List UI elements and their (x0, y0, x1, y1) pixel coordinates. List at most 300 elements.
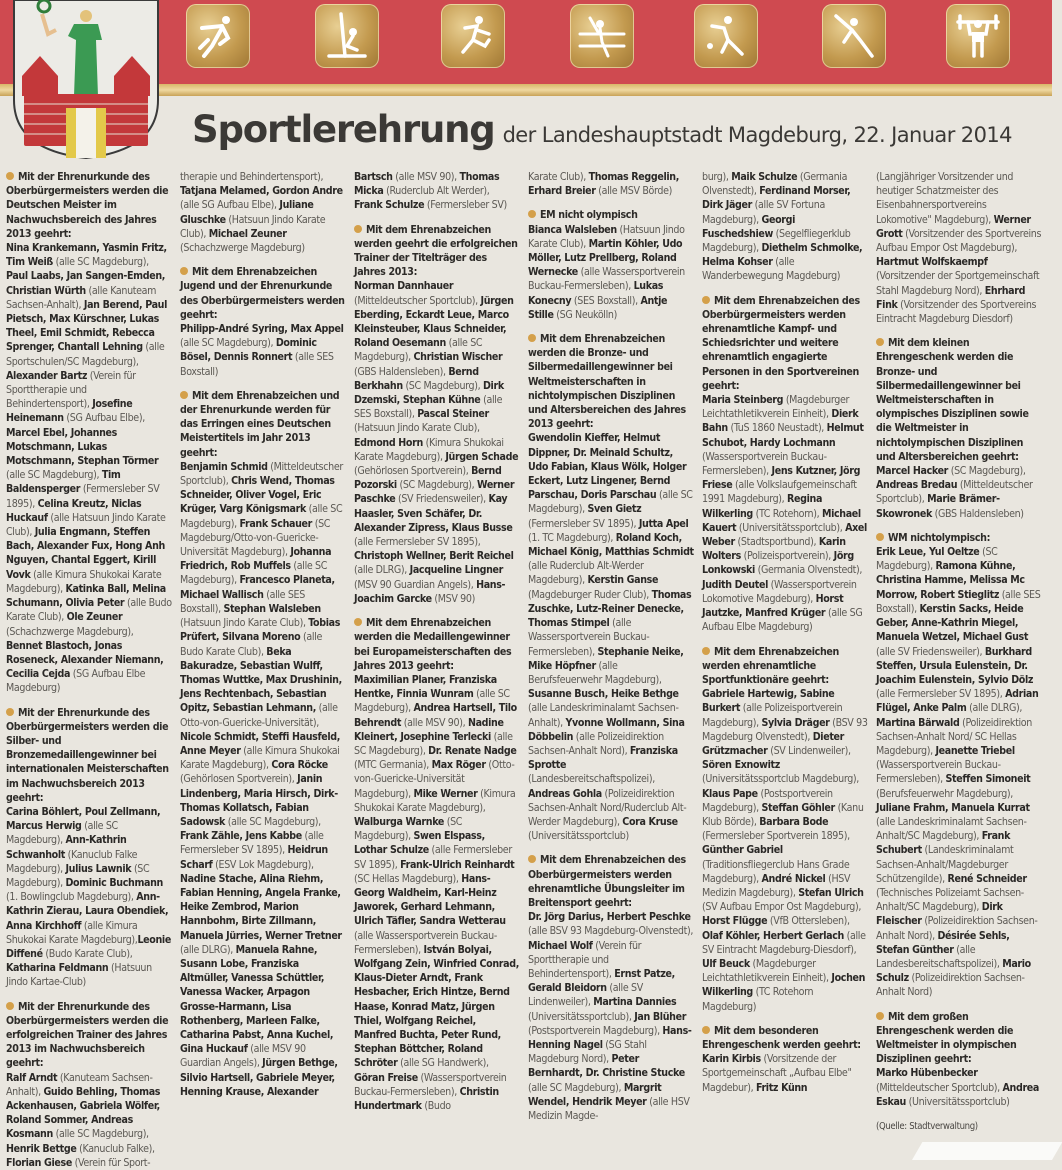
honoree-names: Nadine Stache, Alina Riehm, Fabian Henning, Angela Franke, Heike Zembrod, Marion Hannbohm, Birte Zillmann, Manuela Jürries, Werner Tretner (180, 872, 342, 942)
honoree-names: Ann-Kathrin Zierau, Laura Obendiek, Anna Kirchhoff (6, 891, 169, 932)
honoree-names: Thomas Reggelin, Erhard Breier (528, 171, 680, 198)
club-affiliation: (alle Otto-von-Guericke-Universität), (180, 702, 338, 729)
honoree-names: Werner Grott (876, 213, 1031, 240)
club-affiliation: (SV Aufbau Empor Ost Magdeburg), (702, 901, 861, 914)
club-affiliation: (Vorsitzender des Sportvereins Aufbau Empor Ost Magdeburg), (876, 227, 1042, 255)
honoree-names: Erik Leue, Yul Oeltze (876, 546, 980, 559)
honoree-names: Carina Böhlert, Poul Zellmann, Marcus Herwig (6, 805, 161, 833)
club-affiliation: (Budo Karate Club), (42, 947, 133, 960)
honoree-names: Horst Jautzke, Manfred Krüger (702, 592, 844, 620)
club-affiliation: (alle SC Magdeburg), (528, 489, 693, 516)
club-affiliation: (SV Friedensweiler), (395, 493, 489, 506)
section-heading: Mit dem Ehrenabzeichen werden die Bronze- und Silbermedaillengewinner bei Weltmeisterschaften in nichtolympischen Disziplinen und Altersbereichen des Jahres 2013 geehrt: (528, 333, 686, 431)
club-affiliation: (alle SG Handwerk), (397, 1057, 489, 1070)
honoree-names: Dominic Buchmann (65, 876, 163, 889)
club-affiliation: (alle Fermersleber SV 1895), (354, 844, 512, 871)
honoree-names: Tobias Prüfert, Silvana Moreno (180, 617, 341, 644)
club-affiliation: (Gehörlosen Sportverein), (354, 465, 472, 478)
club-affiliation: (Hatsuun Jindo Karate Club), (180, 213, 326, 240)
honoree-names: René Schneider (947, 872, 1027, 885)
club-affiliation: (Gehörlosen Sportverein), (180, 773, 298, 786)
honoree-names: Werner Paschke (354, 479, 515, 506)
honoree-names: Alexander Bartz (6, 369, 88, 382)
honoree-names: Yvonne Wollmann, Sina Döbbelin (528, 716, 685, 743)
honoree-names: Mario Schulz (876, 957, 1031, 985)
honoree-names: Jan Blüher (634, 1010, 687, 1023)
club-affiliation: (Hatsuun Jindo Karate Club), (180, 617, 309, 630)
honoree-names: Janin Lindenberg, Maria Hirsch, Dirk-Thomas Kollatsch, Fabian Sadowsk (180, 773, 338, 828)
honoree-names: Florian Giese (6, 1156, 72, 1169)
club-affiliation: (SG Neukölln) (553, 308, 617, 321)
club-affiliation: (alle Fermersleber SV 1895), (180, 830, 324, 857)
honoree-names: Thomas Micka (354, 171, 500, 198)
honoree-names: Judith Deutel (702, 578, 768, 591)
club-affiliation: (Hatsuun Jindo Karate Club), (528, 223, 685, 250)
club-affiliation: (Universitätssportclub) (528, 830, 629, 843)
column-4 (528, 170, 702, 1160)
club-affiliation: (Hatsuun Jindo Karate Club), (354, 422, 480, 435)
club-affiliation: (Landeskriminalamt Sachsen-Anhalt/Magdeburger Schützengilde), (876, 844, 1014, 885)
honoree-names: Katinka Ball, Melina Schumann, Olivia Peter (6, 582, 166, 610)
club-affiliation: (alle Landesbereitschaftspolizei), (876, 943, 1003, 970)
club-affiliation: (TC Rotehorn), (752, 507, 822, 520)
section-heading: Mit dem Ehrenabzeichen werden ehrenamtliche Sportfunktionäre geehrt: (702, 645, 839, 686)
honoree-names: Franziska Sprotte (528, 744, 678, 772)
honoree-names: Christian Wischer (413, 351, 503, 364)
club-affiliation: (alle SES Boxstall), (876, 588, 1041, 615)
club-affiliation: (Otto-von-Guericke-Universität Magdeburg), (354, 759, 515, 800)
bullet-dot-icon (528, 855, 536, 863)
honoree-names: Adrian Flügel, Anke Palm (876, 688, 1039, 715)
honoree-names: Jens Kutzner, Jörg Friese (702, 465, 861, 492)
club-affiliation: (Wassersportverein Buckau-Fermersleben), (876, 759, 1001, 786)
club-affiliation: (alle Wassersportverein Buckau-Fermersleben), (354, 929, 497, 956)
club-affiliation: (alle HSV Medizin Magde- (528, 1095, 690, 1122)
club-affiliation: (Mitteldeutscher Sportclub), (876, 479, 1033, 506)
honoree-names: Edmond Horn (354, 436, 423, 449)
honoree-names: Paul Laabs, Jan Sangen-Emden, Christian Würth (6, 270, 166, 297)
club-affiliation: (Kimura Shukokai Karate Magdeburg), (354, 787, 516, 814)
honoree-names: Jürgen Schade (445, 450, 519, 463)
paragraph (6, 170, 172, 696)
honoree-names: Antje Stille (528, 294, 668, 321)
club-affiliation: (SC Magdeburg/Otto-von-Guericke-Universität Magdeburg), (180, 517, 331, 559)
honoree-names: Klaus Pape (702, 787, 758, 800)
club-affiliation: (Segelfliegerklub Magdeburg), (702, 227, 851, 255)
honoree-names: Frank Schubert (876, 830, 1011, 857)
bullet-dot-icon (702, 296, 710, 304)
club-affiliation: (alle Volkslaufgemeinschaft 1991 Magdeburg), (702, 479, 857, 506)
section-heading: Mit dem Ehrenabzeichen Jugend und der Ehrenurkunde des Oberbürgermeisters werden geehrt: (180, 266, 345, 321)
club-affiliation: (Kimura Shukokai Karate Magdeburg), (354, 436, 504, 463)
honoree-names: Ole Zeuner (66, 611, 123, 624)
honoree-names: Juliane Gluschke (180, 199, 314, 226)
bullet-dot-icon (702, 1026, 710, 1034)
club-affiliation: (Verein für Sporttherapie und Behindertensport), (6, 369, 136, 411)
honoree-names: Sven Gietz (587, 503, 642, 516)
honoree-names: Georgi Fuschedshiew (702, 213, 796, 240)
club-affiliation: (Technisches Polizeiamt Sachsen-Anhalt/SC Magdeburg), (876, 886, 1024, 914)
magdeburg-coat-of-arms-icon (12, 0, 160, 160)
club-affiliation: (Kanu Klub Börde), (702, 801, 864, 828)
bullet-dot-icon (876, 338, 884, 346)
honoree-names: Jürgen Eberding, Eckardt Leue, Marco Kleinsteuber, Klaus Schneider, Roland Oesemann (354, 294, 514, 350)
club-affiliation: (alle SC Magdeburg), (180, 503, 343, 530)
honoree-names: Cora Kruse (622, 815, 678, 828)
club-affiliation: therapie und Behindertensport), (180, 171, 324, 183)
paragraph (180, 170, 346, 255)
club-affiliation: (Fermersleber SV) (424, 199, 507, 212)
honoree-names: Chris Wend, Thomas Schneider, Oliver Vogel, Eric Krüger, Varg Königsmark (180, 475, 335, 516)
club-affiliation: (Polizeidirektion Sachsen-Anhalt Nord), (876, 915, 1038, 942)
club-affiliation: (alle DLRG), (354, 564, 410, 577)
club-affiliation: (Ruderclub Alt Werder), (383, 185, 490, 198)
club-affiliation: (Germania Olvenstedt), (754, 564, 863, 577)
honoree-names: Marcel Ebel, Johannes Motschmann, Lukas Motschmann, Stephan Törmer (6, 426, 159, 468)
club-affiliation: (alle SES Boxstall), (180, 588, 305, 615)
honoree-names: Heidrun Scharf (180, 844, 328, 871)
club-affiliation: (alle Landeskriminalamt Sachsen-Anhalt), (528, 702, 679, 729)
club-affiliation: (alle DLRG), (180, 943, 236, 956)
paragraph (528, 208, 694, 322)
club-affiliation: (Traditionsfliegerclub Hans Grade Magdeburg), (702, 858, 850, 885)
club-affiliation: (Magdeburger Ruder Club), (528, 588, 652, 601)
honoree-names: Juliane Frahm, Manuela Kurrat (876, 801, 1030, 814)
club-affiliation: (alle Polizeidirektion Sachsen-Anhalt Nord), (528, 730, 664, 757)
club-affiliation: (Polizeidirektion Sachsen-Anhalt Nord) (876, 972, 1025, 999)
honoree-names: Frank-Ulrich Reinhardt (400, 858, 515, 871)
club-affiliation: (VfB Ottersleben), (767, 915, 850, 928)
honoree-names: Ferdinand Morser, Dirk Jäger (702, 185, 851, 212)
fencing-icon (822, 4, 886, 68)
section-heading: Mit dem Ehrenabzeichen des Oberbürgermeisters werden ehrenamtliche Kampf- und Schiedsrichter und weitere ehrenamtlich engagierte Personen in den Sportvereinen geehrt: (702, 294, 860, 392)
honoree-names: Göran Freise (354, 1071, 418, 1084)
club-affiliation: (alle SG Aufbau Elbe Magdeburg) (702, 607, 863, 634)
honoree-names: Jutta Apel (638, 517, 689, 530)
honoree-names: Steffan Göhler (761, 801, 835, 814)
honoree-names: Axel Weber (702, 521, 867, 549)
club-affiliation: (alle MSV 90), (401, 716, 468, 729)
honoree-names: André Nickel (761, 872, 826, 885)
club-affiliation: (alle SC Magdeburg), (528, 1081, 624, 1094)
club-affiliation: (alle SC Magdeburg), (180, 560, 328, 587)
club-affiliation: (alle SC Magdeburg), (6, 820, 118, 847)
club-affiliation: (SC Magdeburg), (402, 379, 483, 392)
section-heading: Mit der Ehrenurkunde des Oberbürgermeisters werden die Silber- und Bronzemedaillengewinner bei internationalen Meisterschaften im Nachwuchsbereich 2013 geehrt: (6, 706, 169, 804)
honoree-names: Hartmut Wolfskaempf (876, 256, 988, 269)
honoree-names: Henrik Bettge (6, 1142, 77, 1155)
club-affiliation: (Fermersleber Sportverein 1895), (702, 830, 850, 843)
club-affiliation: (Vorsitzende der Sportgemeinschaft „Aufbau Elbe" Magdebur), (702, 1053, 852, 1094)
club-affiliation: (alle Hatsuun Jindo Karate Club), (6, 511, 166, 539)
honoree-names: Julia Engmann, Steffen Bach, Alexander Fux, Hong Anh Nguyen, Chantal Eggert, Kirill Vovk (6, 526, 165, 581)
paragraph (702, 170, 868, 284)
honoree-names: Frank Schulze (354, 199, 425, 212)
club-affiliation: (SG Stahl Magdeburg Nord), (528, 1038, 647, 1066)
paragraph (528, 332, 694, 843)
club-affiliation: (Hatsuun Jindo Kartae-Club) (6, 962, 152, 989)
honoree-names: Marcel Hacker (876, 465, 949, 478)
honoree-names: Regina Wilkerling (702, 493, 823, 520)
club-affiliation: (SC Magdeburg), (948, 465, 1026, 478)
honoree-names: Horst Flügge (702, 915, 768, 928)
honoree-names: Margrit Wendel, Hendrik Meyer (528, 1081, 662, 1108)
honoree-names: Günther Gabriel (702, 844, 783, 857)
honoree-names: Jeanette Triebel (935, 744, 1015, 757)
club-affiliation: (MSV 90 Guardian Angels), (354, 578, 477, 591)
honoree-names: Michael Kauert (702, 507, 861, 534)
headline (192, 108, 1012, 158)
honoree-names: Désirée Sehls, Stefan Günther (876, 929, 1010, 956)
source-credit: (Quelle: Stadtverwaltung) (876, 1121, 978, 1132)
honoree-names: Hans-Henning Nagel (528, 1024, 692, 1051)
honoree-names: Lukas Konecny (528, 280, 664, 307)
club-affiliation: (alle MSV Börde) (595, 185, 672, 198)
section-heading: Mit der Ehrenurkunde des Oberbürgermeisters werden die Deutschen Meister im Nachwuchsbereich des Jahres 2013 geehrt: (6, 171, 169, 240)
honoree-names: Benjamin Schmid (180, 460, 268, 473)
honoree-names: Kay Haasler, Sven Schäfer, Dr. Alexander Zipress, Klaus Busse (354, 493, 513, 534)
honoree-names: Stephan Walsleben (223, 602, 321, 615)
club-affiliation: (alle SES Boxstall), (354, 394, 503, 421)
honoree-names: Martin Köhler, Udo Möller, Lutz Prellberg, Roland Wernecke (528, 237, 683, 279)
bullet-dot-icon (528, 334, 536, 342)
honoree-names: Dierk Bahn (702, 408, 859, 435)
athletics-icon (441, 4, 505, 68)
honoree-names: Christin Hundertmark (354, 1085, 499, 1112)
section-heading: Mit dem kleinen Ehrengeschenk werden die Bronze- und Silbermedaillengewinner bei Weltmeisterschaften in olympisches Disziplinen sowie die Weltmeister in nichtolympischen Disziplinen und Altersbereichen geehrt: (876, 337, 1029, 463)
handball-icon (694, 4, 758, 68)
honoree-names: Norman Dannhauer (354, 280, 454, 293)
honoree-names: Stefan Ulrich (798, 886, 864, 899)
page-title: Sportlerehrung (192, 108, 495, 151)
honoree-names: Jacqueline Lingner (409, 564, 504, 577)
honoree-names: Bernd Pozorski (354, 465, 502, 492)
club-affiliation: (TuS 1860 Neustadt), (727, 422, 827, 435)
club-affiliation: (Fermersleber SV 1895), (528, 517, 639, 530)
honoree-names: Michael Zeuner (208, 227, 287, 240)
club-affiliation: (Polizeisportverein), (740, 550, 834, 563)
club-affiliation: (alle Wassersportverein Buckau-Fermersleben), (528, 266, 685, 293)
honoree-names: Marie Brämer-Skowronek (876, 493, 1000, 520)
club-affiliation: (Universitätssportclub), (528, 1010, 635, 1023)
club-affiliation: (Vorsitzender der Sportgemeinschaft Stahl Magdeburg Nord), (876, 270, 1040, 297)
club-affiliation: (alle Landeskriminalamt Sachsen-Anhalt/SC Magdeburg), (876, 815, 1027, 843)
honoree-names: Jürgen Bethge, Silvio Hartsell, Gabriele Meyer, Henning Krause, Alexander (180, 1057, 338, 1098)
column-3 (354, 170, 528, 1160)
honoree-names: István Bolyai, Wolfgang Zein, Winfried Conrad, Klaus-Dieter Arndt, Frank Hesbacher, Erich Hintze, Bernd Haase, Konrad Matz, Jürgen Thiel, Wolfgang Reichel, Manfred Buchta, Peter Rund, Stephan Böttcher, Roland Schröter (354, 943, 519, 1070)
honoree-names: Ernst Patze, Gerald Bleidorn (528, 967, 675, 995)
club-affiliation: (alle Ruderclub Alt-Werder Magdeburg), (528, 560, 644, 587)
paragraph (180, 389, 346, 1099)
paragraph (354, 223, 520, 606)
paragraph (6, 706, 172, 990)
club-affiliation: (GBS Haldensleben), (354, 365, 449, 378)
bullet-dot-icon (354, 618, 362, 626)
honoree-names: Dieter Grützmacher (702, 730, 844, 757)
paragraph (876, 1010, 1042, 1109)
honoree-names: Christoph Wellner, Berit Reichel (354, 550, 514, 563)
club-affiliation: (SG Aufbau Elbe), (63, 412, 145, 425)
club-affiliation: (Universitätssportclub Magdeburg), (702, 773, 859, 786)
club-affiliation: (Mitteldeutscher Sportclub), (876, 1081, 1003, 1094)
club-affiliation: (Schachzwerge Magdeburg), (6, 625, 134, 638)
club-affiliation: (1. TC Magdeburg), (528, 531, 616, 544)
honoree-names: Dirk Dzemski, Stephan Kühne (354, 379, 504, 407)
honoree-names: Martina Dannies (593, 996, 677, 1009)
paragraph (876, 531, 1042, 1000)
paragraph (180, 265, 346, 379)
honoree-names: Julius Lawnik (65, 862, 132, 875)
club-affiliation: (Postsportverein Magdeburg), (702, 787, 833, 814)
paragraph (702, 1024, 868, 1095)
honoree-names: Barbara Bode (759, 815, 829, 828)
club-affiliation: (Magdeburger Leichtathletikverein Einheit), (702, 957, 832, 985)
club-affiliation: (alle Wanderbewegung Magdeburg) (702, 256, 841, 283)
honoree-names: Ehrhard Fink (876, 284, 1026, 311)
club-affiliation: (Wassersportverein Buckau-Fermersleben), (354, 1071, 507, 1098)
bullet-dot-icon (180, 267, 188, 275)
club-affiliation: burg), (702, 171, 732, 183)
club-affiliation: (Verein für Sport- (71, 1156, 151, 1169)
honoree-names: Sören Exnowitz (702, 759, 780, 772)
honoree-names: Marko Hübenbecker (876, 1067, 978, 1080)
honoree-names: Jörg Lonkowski (702, 550, 854, 577)
honoree-names: Fritz Künn (755, 1081, 808, 1094)
honoree-names: Frank Zähle, Jens Kabbe (180, 830, 302, 843)
honoree-names: Leonie Diffené (6, 933, 171, 960)
honoree-names: Gabriele Hartewig, Sabine Burkert (702, 688, 835, 715)
honoree-names: Michael Wolf (528, 939, 593, 952)
club-affiliation: (SG Aufbau Elbe Magdeburg) (6, 668, 146, 695)
paragraph (702, 645, 868, 1014)
section-heading: Mit dem Ehrenabzeichen und der Ehrenurkunde werden für das Erringen eines Deutschen Meistertitels im Jahr 2013 geehrt: (180, 389, 340, 459)
honoree-names: Bennet Blastoch, Jonas Roseneck, Alexander Niemann, Cecilia Cejda (6, 639, 164, 681)
section-heading: WM nichtolympisch: (888, 531, 991, 544)
club-affiliation: (Mitteldeutscher Sportclub), (354, 294, 481, 307)
paragraph (354, 616, 520, 1113)
club-affiliation: (alle SC Magdeburg), (6, 469, 102, 482)
bullet-dot-icon (6, 172, 14, 180)
club-affiliation: (Universitätssportclub) (906, 1095, 1010, 1108)
honoree-names: Katharina Feldmann (6, 962, 109, 975)
honoree-names: Francesco Planeta, Michael Wallisch (180, 574, 335, 601)
section-heading: Mit dem Ehrenabzeichen werden geehrt die erfolgreichen Trainer der Titelträger des Jahres 2013: (354, 223, 518, 279)
club-affiliation: (SC Magdeburg), (396, 479, 478, 492)
honoree-names: Diethelm Schmolke, Helma Kohser (702, 242, 863, 269)
honoree-names: Sylvia Dräger (761, 716, 830, 729)
club-affiliation: (Vorsitzender des Sportvereins Eintracht Magdeburg Diesdorf) (876, 298, 1037, 326)
honoree-names: Ralf Arndt (6, 1071, 58, 1084)
honoree-names: Dr. Jörg Darius, Herbert Peschke (528, 911, 691, 924)
honoree-names: Hans-Georg Waldheim, Karl-Heinz Jaworek, Gerhard Lehmann, Ulrich Täfler, Sandra Wetterau (354, 872, 506, 928)
honoree-names: Frank Schauer (239, 517, 313, 530)
club-affiliation: (alle SV Friedensweiler), (876, 645, 985, 658)
club-affiliation: (TC Rotehorn Magdeburg) (702, 986, 814, 1013)
honoree-names: Pascal Steiner (417, 408, 489, 421)
club-affiliation: (SC Magdeburg), (6, 862, 150, 889)
honoree-names: Hans-Joachim Garcke (354, 578, 506, 605)
bullet-dot-icon (876, 1012, 884, 1020)
honoree-names: Dominic Bösel, Dennis Ronnert (180, 337, 317, 364)
rowing-icon (315, 4, 379, 68)
honoree-names: Cora Röcke (271, 759, 328, 772)
honoree-names: Maximilian Planer, Franziska Hentke, Finnia Wunram (354, 673, 497, 701)
club-affiliation: (Fermersleber SV 1895), (6, 483, 160, 510)
club-affiliation: (Budo (421, 1100, 451, 1112)
club-affiliation: (SC Hellas Magdeburg), (354, 872, 462, 885)
bullet-dot-icon (528, 210, 536, 218)
honoree-names: Olaf Köhler, Herbert Gerlach (702, 929, 844, 942)
honoree-names: Kerstin Sacks, Heide Geber, Anne-Kathrin Miegel, Manuela Wetzel, Michael Gust (876, 602, 1029, 644)
club-affiliation: (Langjähriger Vorsitzender und heutiger Schatzmeister des Eisenbahnersportvereins Lokomotive" Magdeburg), (876, 171, 1014, 226)
honoree-names: Andrea Eskau (876, 1081, 1039, 1108)
honoree-names: Ramona Kühne, Christina Hamme, Melissa Mc Morrow, Robert Stieglitz (876, 560, 1025, 601)
club-affiliation: (Kanuclub Falke Magdeburg), (6, 848, 138, 875)
club-affiliation: (Kanuclub Falke), (76, 1142, 155, 1155)
club-affiliation: (alle Budo Karate Club), (180, 631, 322, 658)
club-affiliation: (alle Kimura Shukokai Karate Magdeburg), (6, 919, 138, 946)
honoree-names: Andreas Bredau (876, 479, 958, 492)
paragraph (528, 170, 694, 198)
honoree-names: Jochen Wilkerling (702, 972, 866, 999)
paragraph (876, 170, 1042, 326)
honoree-names: Ann-Kathrin Schwanholt (6, 834, 127, 861)
bullet-dot-icon (6, 1002, 14, 1010)
honoree-names: Walburga Warnke (354, 815, 445, 828)
honoree-names: Susanne Busch, Heike Bethge (528, 688, 679, 701)
weightlifting-icon (946, 4, 1010, 68)
honoree-names: Maria Steinberg (702, 394, 784, 407)
club-affiliation: (alle BSV 93 Magdeburg-Olvenstedt), (528, 925, 694, 938)
section-heading: Mit dem besonderen Ehrengeschenk werden geehrt: (702, 1024, 861, 1051)
honoree-names: Tim Baldensperger (6, 469, 121, 496)
club-affiliation: (alle Kimura Shukokai Karate Magdeburg), (180, 744, 340, 772)
honoree-names: Celina Kreutz, Niclas Huckauf (6, 497, 142, 524)
club-affiliation: (alle SC Magdeburg), (354, 337, 483, 364)
honoree-names: Jan Berend, Paul Pietsch, Max Kürschner, Lukas Theel, Emil Schmidt, Rebecca Sprenger, Chantall Lehning (6, 298, 168, 354)
club-affiliation: (Magdeburger Leichtathletikverein Einheit), (702, 394, 850, 421)
honoree-names: Maik Schulze (731, 171, 798, 183)
club-affiliation: (Landesbereitschaftspolizei), (528, 773, 655, 786)
club-affiliation: (alle Wassersportverein Buckau-Fermersleben), (528, 617, 650, 658)
honoree-names: Nadine Kleinert, Josephine Terlecki (354, 716, 504, 743)
club-affiliation: (alle SC Magdeburg), (354, 688, 510, 715)
honoree-names: Kerstin Ganse (587, 574, 659, 587)
article-body (6, 170, 1052, 1169)
club-affiliation: (alle Kimura Shukokai Karate Magdeburg), (6, 568, 162, 595)
club-affiliation: (MSV 90) (431, 592, 475, 605)
honoree-names: Martina Bärwald (876, 716, 960, 729)
club-affiliation: (alle Fermersleber SV 1895), (876, 688, 1006, 701)
club-affiliation: (Polizeidirektion Sachsen-Anhalt Nord/Ruderclub Alt-Werder Magdeburg), (528, 787, 687, 828)
paragraph (702, 294, 868, 635)
honoree-names: Johanna Friedrich, Rob Muffels (180, 546, 332, 573)
club-affiliation: (alle Kanuteam Sachsen-Anhalt), (6, 284, 157, 311)
club-affiliation: (GBS Haldensleben) (931, 507, 1024, 520)
column-2 (180, 170, 354, 1160)
honoree-names: Karin Wolters (702, 536, 846, 563)
club-affiliation: (alle Budo Karate Club), (6, 597, 172, 624)
bullet-dot-icon (354, 225, 362, 233)
honoree-names: Nicole Schmidt, Steffi Hausfeld, Anne Meyer (180, 730, 341, 757)
club-affiliation: (alle SC Magdeburg), (354, 730, 513, 757)
paragraph (528, 853, 694, 1123)
club-affiliation: (SV Lindenweiler), (767, 744, 851, 757)
page-subtitle: der Landeshauptstadt Magdeburg, 22. Januar 2014 (502, 123, 1012, 147)
honoree-names: Bianca Walsleben (528, 223, 617, 236)
club-affiliation: (alle SC Magdeburg), (225, 815, 321, 828)
club-affiliation: (alle SC Magdeburg), (180, 337, 276, 350)
